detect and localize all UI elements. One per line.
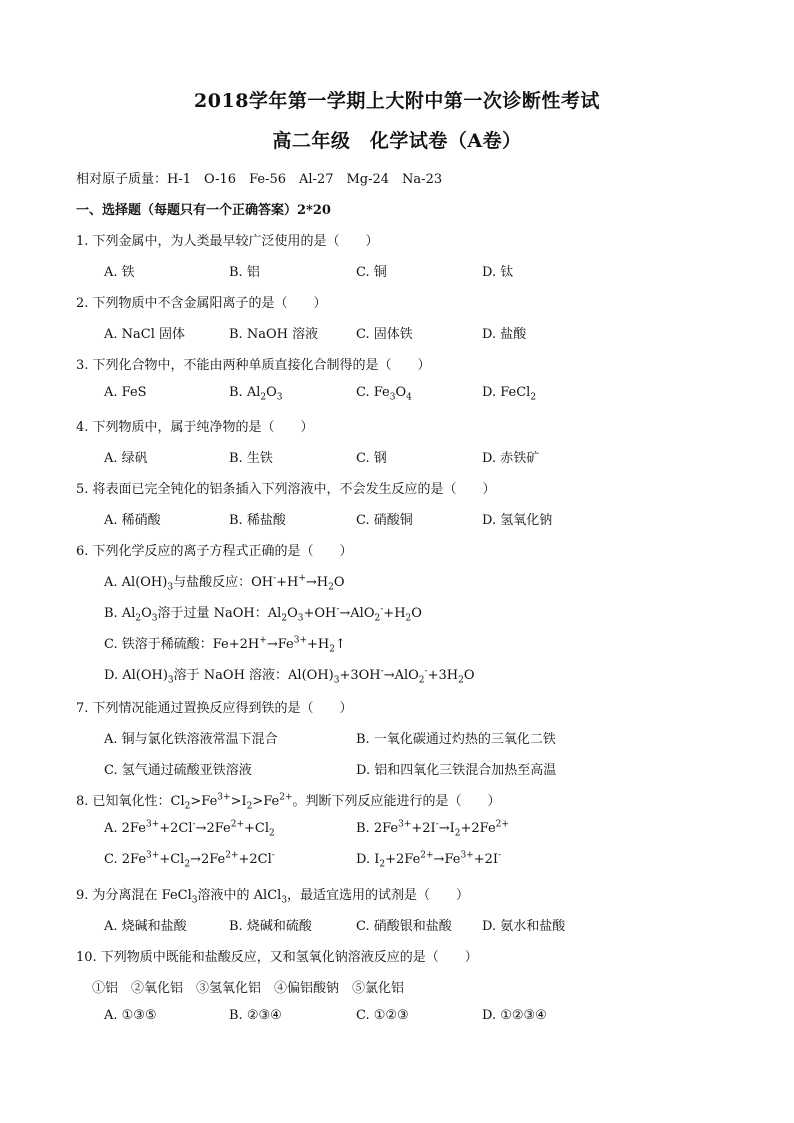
atomic-mass-line: 相对原子质量：H-1 O-16 Fe-56 Al-27 Mg-24 Na-23 (76, 172, 443, 187)
q4-option-b: B. 生铁 (229, 451, 273, 466)
q10-option-c: C. ①②③ (356, 1008, 409, 1023)
q6-option-c: C. 铁溶于稀硫酸：$Fe+2H^+\to Fe^{3+}+H_2↑$ (104, 635, 346, 655)
q8-option-d: D. $I_2+2Fe^{2+}\to Fe^{3+}+2I^-$ (356, 850, 502, 870)
q6-option-b: B. $Al_2O_3$溶于过量 NaOH：$Al_2O_3+OH^-\to AlO_2^-+H_2O$ (104, 604, 422, 624)
q9-option-a: A. 烧碱和盐酸 (104, 919, 187, 934)
q2-option-a: A. NaCl 固体 (104, 327, 186, 342)
q8-option-c: C. $2Fe^{3+}+Cl_2\to 2Fe^{2+}+2Cl^-$ (104, 850, 275, 870)
q9-option-c: C. 硝酸银和盐酸 (356, 919, 452, 934)
question-3: 3. 下列化合物中，不能由两种单质直接化合制得的是（ ） (76, 358, 431, 373)
q7-option-c: C. 氢气通过硫酸亚铁溶液 (104, 763, 252, 778)
q5-option-b: B. 稀盐酸 (229, 513, 286, 528)
q2-option-b: B. NaOH 溶液 (229, 327, 319, 342)
q4-option-a: A. 绿矾 (104, 451, 148, 466)
q10-items: ①铝 ②氧化铝 ③氢氧化铝 ④偏铝酸钠 ⑤氯化铝 (92, 981, 405, 996)
q1-option-c: C. 铜 (356, 265, 387, 280)
q10-option-a: A. ①③⑤ (104, 1008, 157, 1023)
question-5: 5. 将表面已完全钝化的铝条插入下列溶液中，不会发生反应的是（ ） (76, 482, 496, 497)
question-9: 9. 为分离混在 FeCl$_3$溶液中的 AlCl$_3$，最适宜选用的试剂是（ ） (76, 888, 470, 906)
q1-option-a: A. 铁 (104, 265, 135, 280)
q6-option-d: D. $Al(OH)_3$溶于 NaOH 溶液：$Al(OH)_3+3OH^-\to AlO_2^-+3H_2O$ (104, 666, 475, 686)
exam-title: 2018学年第一学期上大附中第一次诊断性考试 (194, 90, 600, 112)
q7-option-d: D. 铝和四氧化三铁混合加热至高温 (356, 763, 557, 778)
q9-stem-part: 9. 为分离混在 FeCl (76, 888, 192, 903)
q8-option-b: B. $2Fe^{3+}+2I^-\to I_2+2Fe^{2+}$ (356, 819, 509, 839)
q5-option-a: A. 稀硝酸 (104, 513, 161, 528)
q5-option-d: D. 氢氧化钠 (482, 513, 553, 528)
section-heading: 一、选择题（每题只有一个正确答案）2*20 (76, 203, 331, 218)
question-6: 6. 下列化学反应的离子方程式正确的是（ ） (76, 544, 353, 559)
q3-option-d: D. FeCl$_2$ (482, 385, 537, 403)
q1-option-d: D. 钛 (482, 265, 514, 280)
q5-option-c: C. 硝酸铜 (356, 513, 413, 528)
q7-option-a: A. 铜与氯化铁溶液常温下混合 (104, 732, 278, 747)
question-10: 10. 下列物质中既能和盐酸反应，又和氢氧化钠溶液反应的是（ ） (76, 950, 478, 965)
exam-subtitle: 高二年级 化学试卷（A卷） (272, 130, 522, 152)
q3-option-c: C. $Fe_3O_4$ (356, 385, 412, 403)
question-4: 4. 下列物质中，属于纯净物的是（ ） (76, 420, 314, 435)
q3-option-a: A. FeS (104, 385, 147, 400)
q3-option-b: B. $Al_2O_3$ (229, 385, 283, 403)
question-1: 1. 下列金属中，为人类最早较广泛使用的是（ ） (76, 234, 379, 249)
q4-option-d: D. 赤铁矿 (482, 451, 540, 466)
q8-option-a: A. $2Fe^{3+}+2Cl^-\to 2Fe^{2+}+Cl_2$ (104, 819, 275, 839)
question-7: 7. 下列情况能通过置换反应得到铁的是（ ） (76, 701, 353, 716)
q9-option-d: D. 氨水和盐酸 (482, 919, 566, 934)
q9-stem-part: ，最适宜选用的试剂是（ ） (287, 888, 470, 903)
question-2: 2. 下列物质中不含金属阳离子的是（ ） (76, 296, 327, 311)
q1-option-b: B. 铝 (229, 265, 260, 280)
q6-option-a: A. $Al(OH)_3$与盐酸反应：$OH^-+H^+\to H_2O$ (104, 573, 345, 593)
q2-option-c: C. 固体铁 (356, 327, 413, 342)
q10-option-d: D. ①②③④ (482, 1008, 547, 1023)
q2-option-d: D. 盐酸 (482, 327, 527, 342)
question-8: 8. 已知氧化性：$Cl_2>Fe^{3+}>I_2>Fe^{2+}$。判断下列反应能进行的是（ ） (76, 792, 501, 812)
q4-option-c: C. 钢 (356, 451, 387, 466)
q10-option-b: B. ②③④ (229, 1008, 282, 1023)
q9-option-b: B. 烧碱和硫酸 (229, 919, 312, 934)
q9-stem-part: 溶液中的 AlCl (197, 888, 282, 903)
q7-option-b: B. 一氧化碳通过灼热的三氧化二铁 (356, 732, 556, 747)
